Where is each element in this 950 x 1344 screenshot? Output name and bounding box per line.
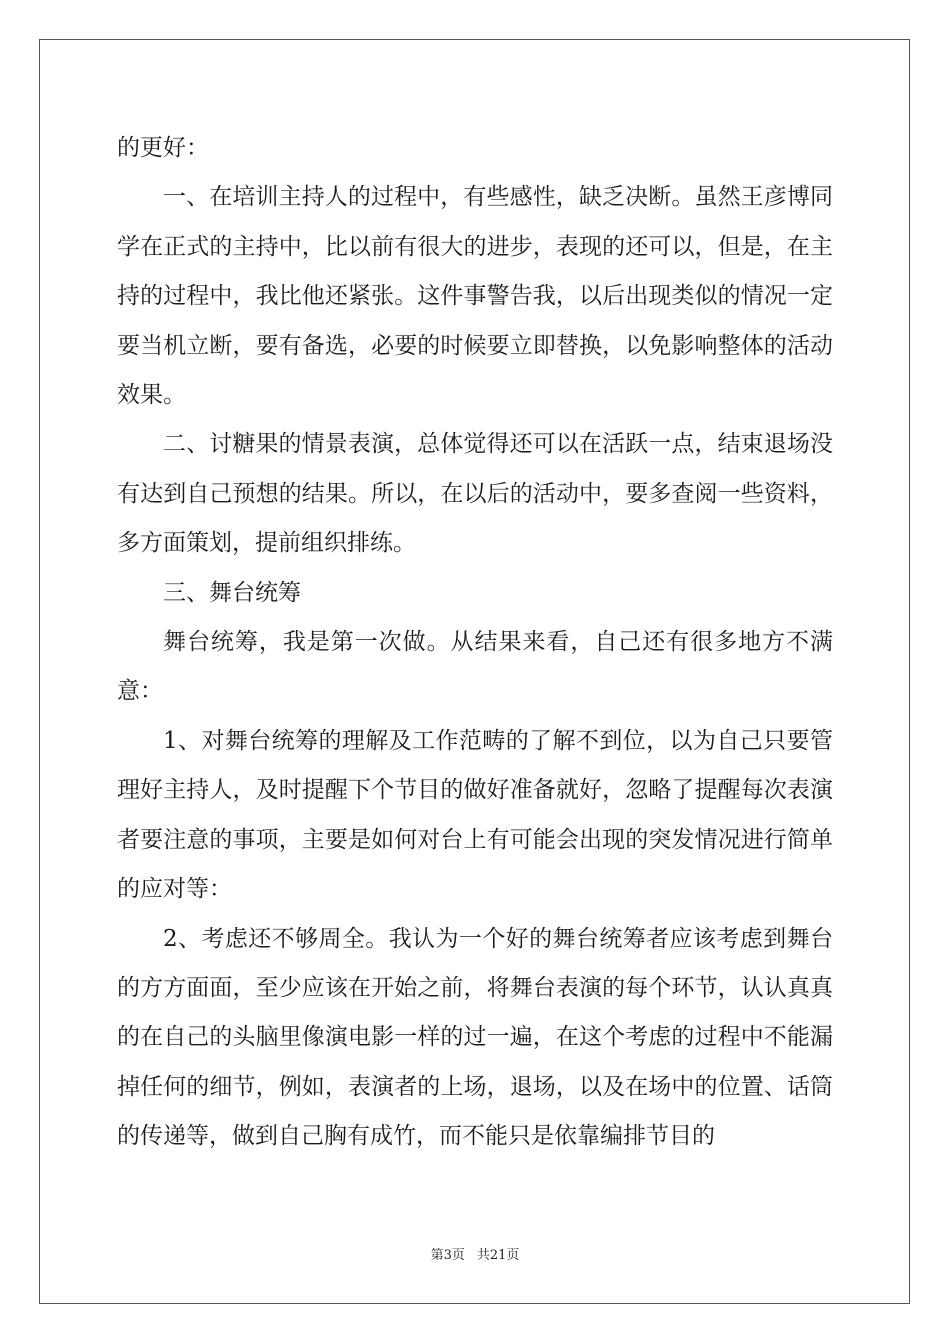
paragraph: 2、考虑还不够周全。我认为一个好的舞台统筹者应该考虑到舞台的方方面面，至少应该在开始之前，将舞台表演的每个环节，认认真真的在自己的头脑里像演电影一样的过一遍，在这个考虑的过程中不能漏掉任何的细节，例如，表演者的上场，退场，以及在场中的位置、话筒的传递等，做到自己胸有成竹，而不能只是依靠编排节目的 <box>117 925 833 1150</box>
page-footer <box>0 1247 950 1265</box>
paragraph: 1、对舞台统筹的理解及工作范畴的了解不到位，以为自己只要管理好主持人，及时提醒下个节目的做好准备就好，忽略了提醒每次表演者要注意的事项，主要是如何对台上有可能会出现的突发情况进行简单的应对等： <box>117 727 833 903</box>
paragraph: 一、在培训主持人的过程中，有些感性，缺乏决断。虽然王彦博同学在正式的主持中，比以前有很大的进步，表现的还可以，但是，在主持的过程中，我比他还紧张。这件事警告我，以后出现类似的情况一定要当机立断，要有备选，必要的时候要立即替换，以免影响整体的活动效果。 <box>117 184 833 409</box>
paragraph: 的更好： <box>117 135 209 161</box>
paragraph: 舞台统筹，我是第一次做。从结果来看，自己还有很多地方不满意： <box>117 629 833 705</box>
page-number: 第3页 <box>430 1248 465 1263</box>
paragraph: 三、舞台统筹 <box>163 579 301 606</box>
total-pages: 共21页 <box>476 1248 520 1263</box>
document-body <box>117 124 833 1162</box>
paragraph: 二、讨糖果的情景表演，总体觉得还可以在活跃一点，结束退场没有达到自己预想的结果。所以，在以后的活动中，要多查阅一些资料，多方面策划，提前组织排练。 <box>117 431 833 557</box>
